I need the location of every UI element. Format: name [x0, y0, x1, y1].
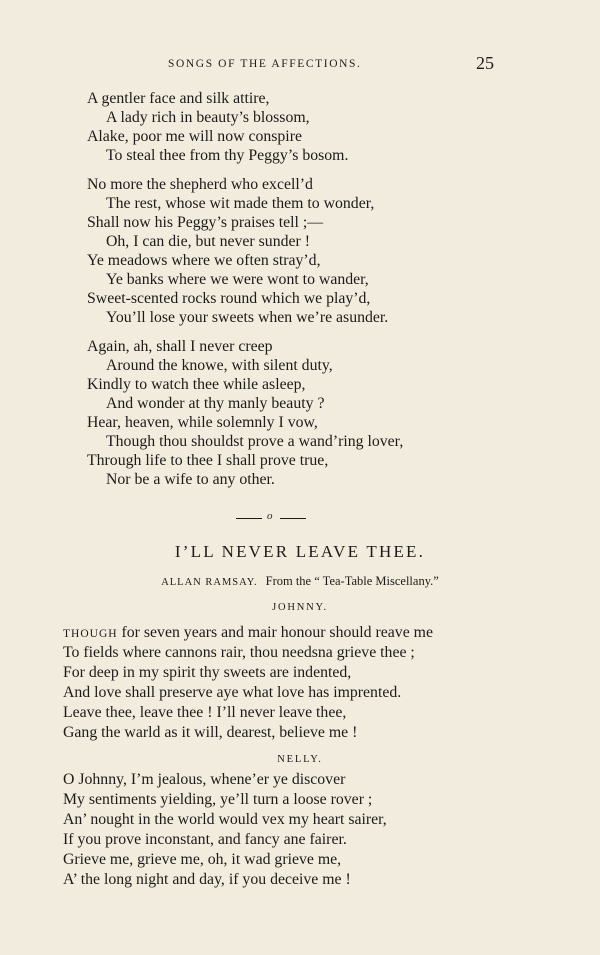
verse-line: An’ nought in the world would vex my heart sairer, — [63, 811, 387, 828]
speaker-label: JOHNNY. — [272, 602, 328, 613]
poem-line: You’ll lose your sweets when we’re asunder. — [106, 309, 389, 326]
running-title: SONGS OF THE AFFECTIONS. — [168, 58, 362, 70]
divider-mark: o — [267, 510, 273, 522]
verse-line: For deep in my spirit thy sweets are indented, — [63, 664, 352, 681]
poem-line: No more the shepherd who excell’d — [87, 176, 313, 193]
song-attribution — [0, 574, 600, 589]
verse-line-opening: THOUGH — [63, 628, 118, 640]
poem-line: The rest, whose wit made them to wonder, — [106, 195, 375, 212]
song-author: ALLAN RAMSAY. — [161, 577, 258, 588]
poem-line: Nor be a wife to any other. — [106, 471, 275, 488]
speaker-label: NELLY. — [277, 754, 323, 765]
song-title: I’LL NEVER LEAVE THEE. — [174, 542, 426, 561]
poem-line: Alake, poor me will now conspire — [87, 128, 302, 145]
verse-line: O Johnny, I’m jealous, whene’er ye discover — [63, 771, 346, 788]
verse-line: Gang the warld as it will, dearest, believe me ! — [63, 724, 358, 741]
divider-rule-right — [280, 518, 306, 519]
poem-line: Through life to thee I shall prove true, — [87, 452, 329, 469]
poem-line: And wonder at thy manly beauty ? — [106, 395, 325, 412]
verse-nelly — [0, 770, 600, 890]
poem-line: A gentler face and silk attire, — [87, 90, 270, 107]
poem-line: Ye meadows where we often stray’d, — [87, 252, 321, 269]
poem-stanza-2 — [0, 175, 600, 327]
verse-line: A’ the long night and day, if you deceive me ! — [63, 871, 351, 888]
poem-line: Again, ah, shall I never creep — [87, 338, 273, 355]
poem-line: Hear, heaven, while solemnly I vow, — [87, 414, 318, 431]
verse-line: Leave thee, leave thee ! I’ll never leave thee, — [63, 704, 347, 721]
verse-line: And love shall preserve aye what love has imprented. — [63, 684, 402, 701]
poem-line: Oh, I can die, but never sunder ! — [106, 233, 310, 250]
poem-line: To steal thee from thy Peggy’s bosom. — [106, 147, 349, 164]
song-source: From the “ Tea-Table Miscellany.” — [265, 574, 439, 588]
verse-line: Grieve me, grieve me, oh, it wad grieve me, — [63, 851, 342, 868]
poem-line: Around the knowe, with silent duty, — [106, 357, 333, 374]
verse-johnny — [0, 623, 600, 743]
page-header — [0, 55, 600, 79]
verse-line-text: for seven years and mair honour should reave me — [117, 624, 433, 641]
page-number: 25 — [476, 53, 494, 73]
verse-line: If you prove inconstant, and fancy ane fairer. — [63, 831, 347, 848]
poem-line: Though thou shouldst prove a wand’ring lover, — [106, 433, 404, 450]
poem-line: Shall now his Peggy’s praises tell ;— — [87, 214, 324, 231]
poem-stanza-3 — [0, 337, 600, 489]
verse-line — [0, 623, 600, 643]
poem-line: Ye banks where we were wont to wander, — [106, 271, 369, 288]
section-divider — [236, 510, 306, 524]
divider-rule-left — [236, 518, 262, 519]
poem-line: A lady rich in beauty’s blossom, — [106, 109, 310, 126]
poem-line: Kindly to watch thee while asleep, — [87, 376, 306, 393]
verse-line: My sentiments yielding, ye’ll turn a loose rover ; — [63, 791, 373, 808]
poem-stanza-1 — [0, 89, 600, 165]
poem-line: Sweet-scented rocks round which we play’d, — [87, 290, 371, 307]
verse-line: To fields where cannons rair, thou needsna grieve thee ; — [63, 644, 415, 661]
